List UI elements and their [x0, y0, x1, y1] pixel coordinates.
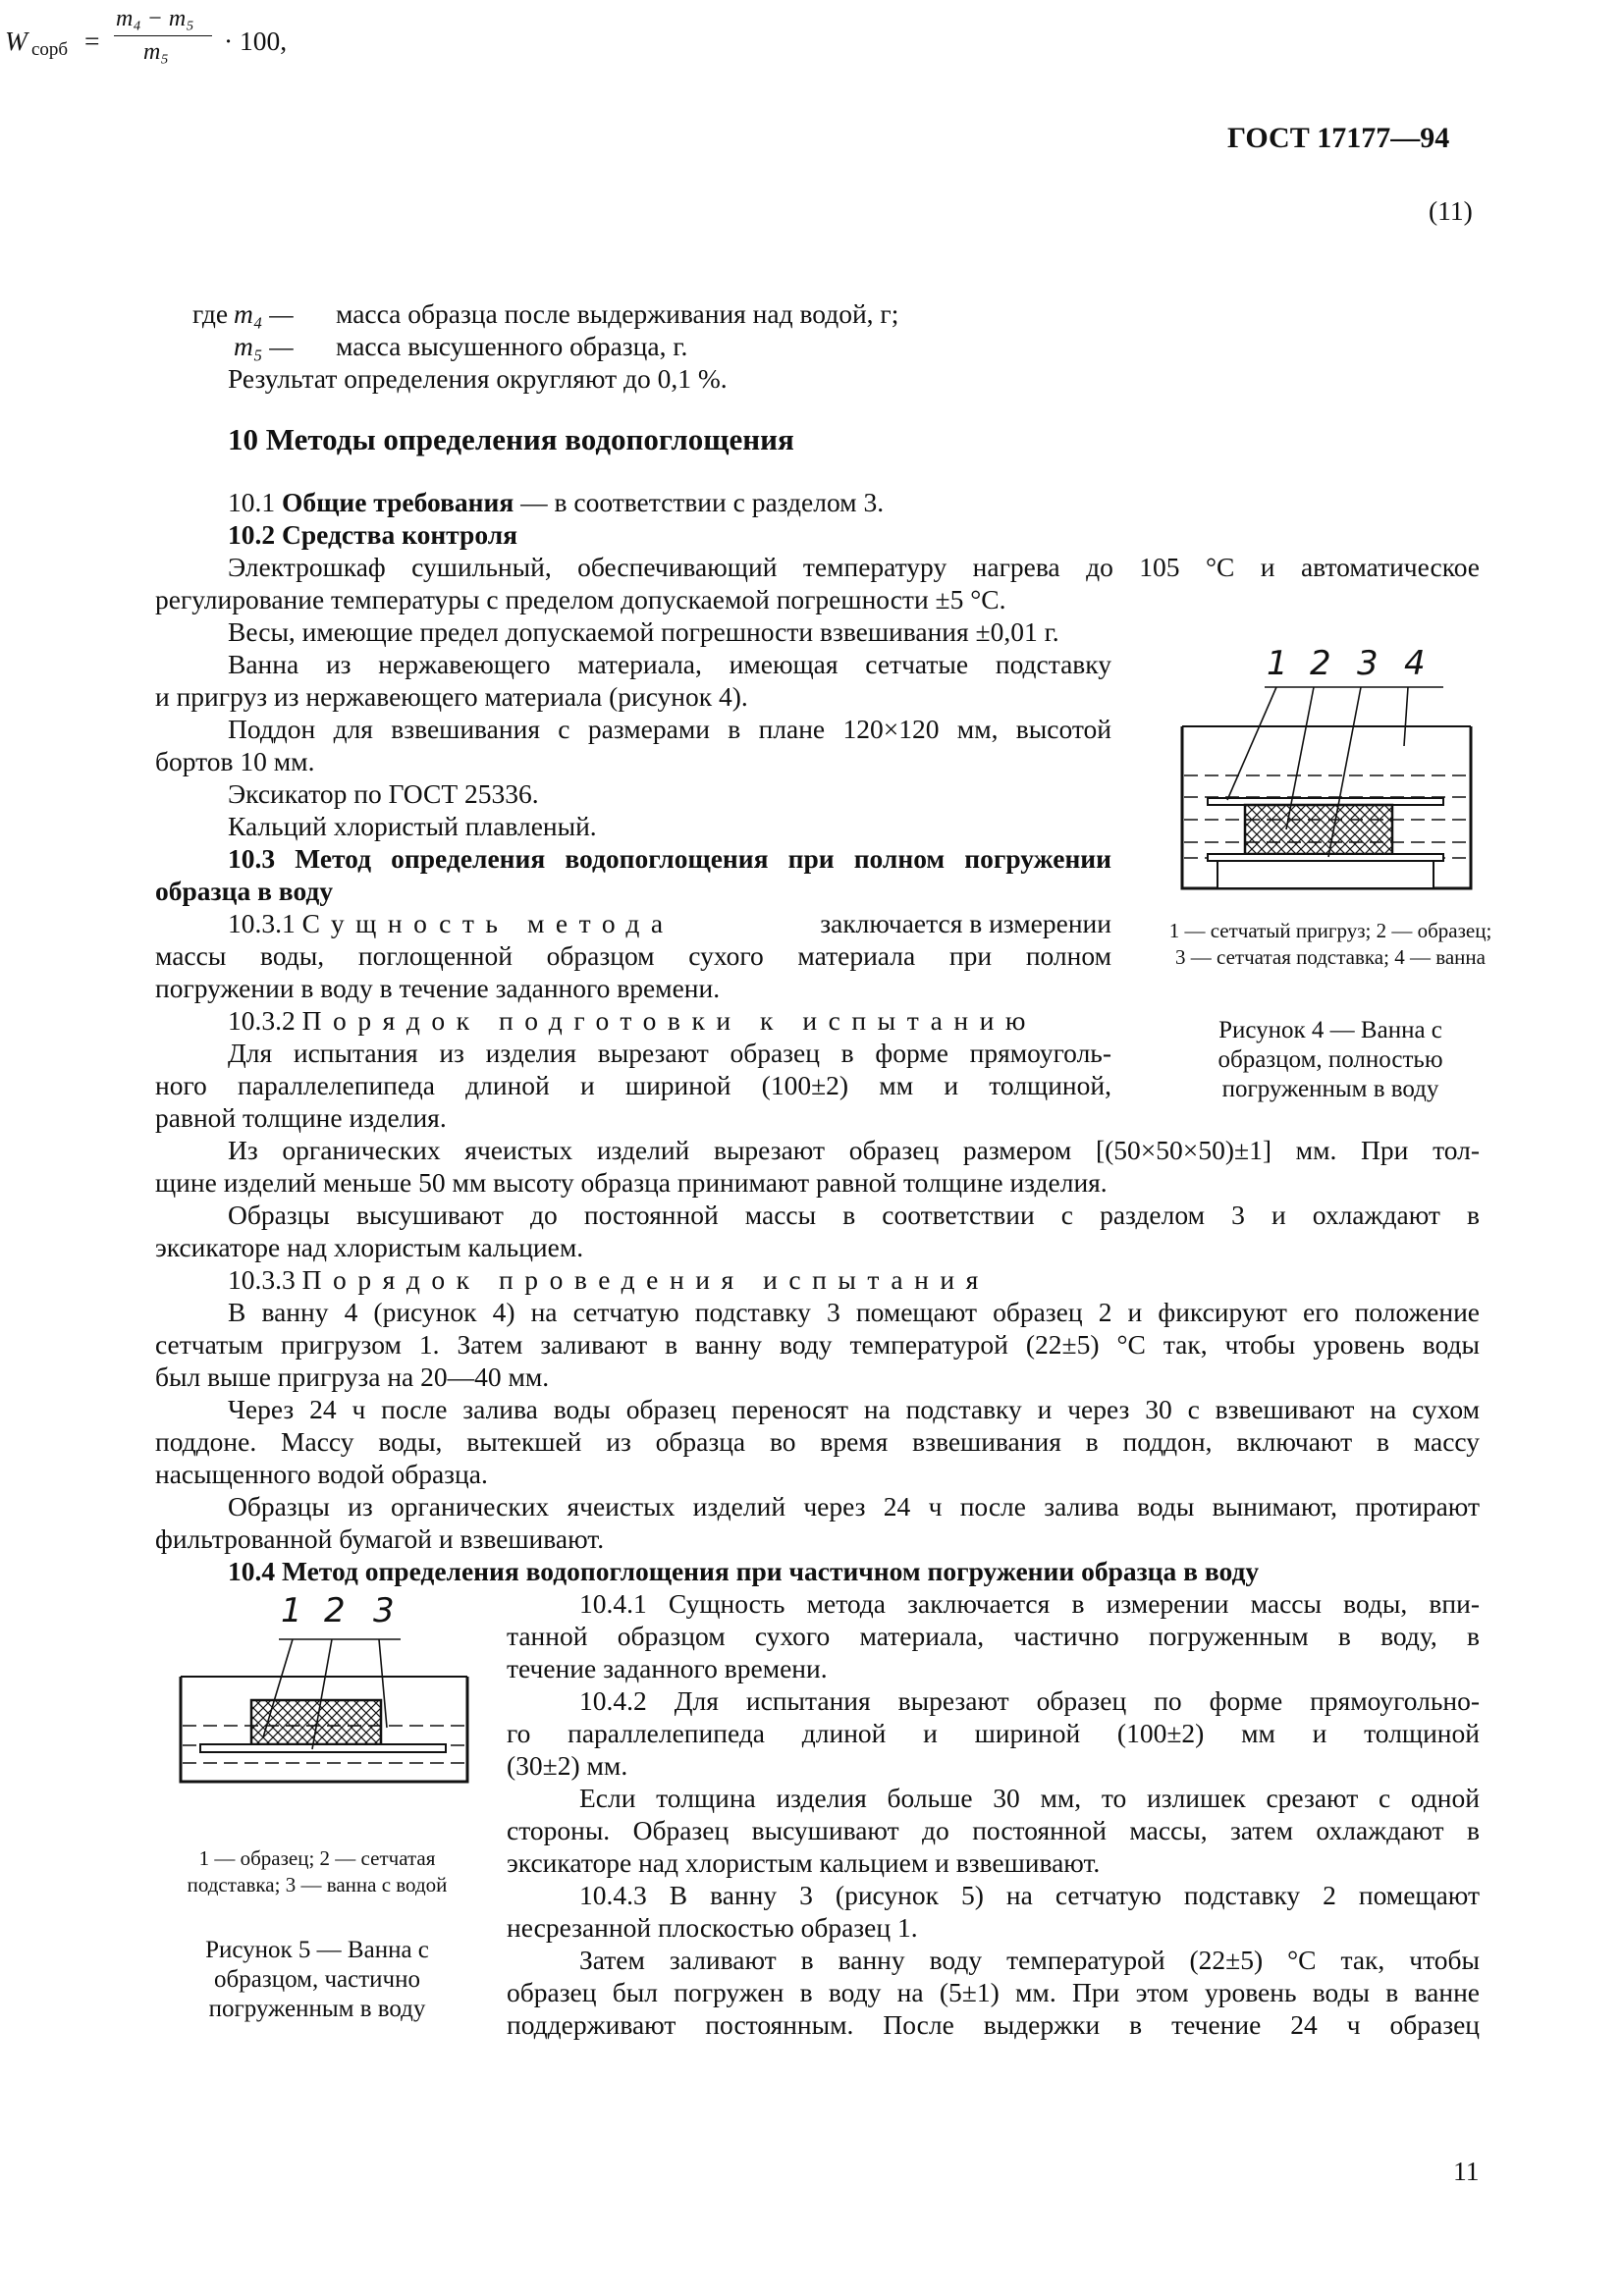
figure-4-label-4: 4 [1404, 644, 1426, 683]
figure-5-drawing [155, 1590, 489, 1787]
where-text-m4: масса образца после выдерживания над водой, г; [336, 298, 899, 329]
paragraph-10-3-2 [228, 1004, 1037, 1037]
text-line: регулирование температуры с пределом допускаемой погрешности ±5 °С. [155, 584, 1006, 614]
figure-5-label-2: 2 [324, 1591, 346, 1630]
formula-lhs: W [5, 26, 27, 56]
paragraph-10-3-3 [228, 1263, 990, 1296]
p10-1-number: 10.1 [228, 487, 276, 517]
p10-3-3-spaced: Порядок проведения испытания [301, 1264, 990, 1295]
text-line: бортов 10 мм. [155, 746, 315, 776]
paragraph-10-3-1 [228, 907, 1111, 939]
text-line: Эксикатор по ГОСТ 25336. [228, 778, 539, 809]
text-line: эксикаторе над хлористым кальцием. [155, 1232, 584, 1262]
formula-rest: · 100, [224, 26, 288, 56]
figure-4-label-2: 2 [1310, 644, 1331, 683]
p10-3-3-number: 10.3.3 [228, 1264, 296, 1295]
text-line: 10.4.1 Сущность метода заключается в измерении массы воды, впи- [579, 1588, 1480, 1619]
text-line: Затем заливают в ванну воду температурой (22±5) °С так, чтобы [579, 1945, 1480, 1975]
page-number: 11 [1453, 2156, 1480, 2186]
text-line: эксикаторе над хлористым кальцием и взвешивают. [507, 1847, 1101, 1878]
formula-lhs-subscript: сорб [31, 39, 69, 60]
figure-5-legend: 1 — образец; 2 — сетчатая подставка; 3 — ванна с водой [187, 1846, 448, 1896]
section-title: 10 Методы определения водопоглощения [228, 422, 794, 456]
text-line: 10.4.2 Для испытания вырезают образец по форме прямоугольно- [579, 1685, 1480, 1716]
text-line: поддоне. Массу воды, вытекшей из образца во время взвешивания в поддон, включают в массу [155, 1426, 1480, 1457]
figure-4-label-1: 1 [1267, 644, 1288, 683]
p10-3-1-rest: заключается в измерении [820, 908, 1111, 938]
figure-5 [155, 1590, 489, 2022]
text-line: ного параллелепипеда длиной и шириной (100±2) мм и толщиной, [155, 1070, 1111, 1100]
text-line: был выше пригруза на 20—40 мм. [155, 1362, 550, 1392]
p10-3-2-number: 10.3.2 [228, 1005, 296, 1036]
p10-1-bold: Общие требования [282, 487, 514, 517]
text-line: Весы, имеющие предел допускаемой погрешности взвешивания ±0,01 г. [228, 616, 1059, 647]
text-line: Ванна из нержавеющего материала, имеющая сетчатые подставку [228, 649, 1111, 679]
figure-4 [1168, 644, 1492, 1119]
text-line: Из органических ячеистых изделий вырезают образец размером [(50×50×50)±1] мм. При тол- [228, 1135, 1480, 1165]
text-line: поддерживают постоянным. После выдержки в течение 24 ч образец [507, 2009, 1480, 2040]
text-line: 10.4.3 В ванну 3 (рисунок 5) на сетчатую подставку 2 помещают [579, 1880, 1480, 1910]
p10-3-2-spaced: Порядок подготовки к испытанию [301, 1005, 1037, 1036]
where-text-m5: масса высушенного образца, г. [336, 331, 688, 361]
text-line: го параллелепипеда длиной и шириной (100±2) мм и толщиной [507, 1718, 1480, 1748]
where-symbol-m5: m₅ — [234, 331, 294, 361]
figure-5-label-3: 3 [373, 1591, 395, 1630]
text-line: Образцы высушивают до постоянной массы в соответствии с разделом 3 и охлаждают в [228, 1200, 1480, 1230]
formula-denominator: m₅ [143, 39, 169, 65]
text-line: Электрошкаф сушильный, обеспечивающий температуру нагрева до 105 °С и автоматическое [228, 552, 1480, 582]
p10-3-1-number: 10.3.1 [228, 908, 296, 938]
text-line: Если толщина изделия больше 30 мм, то излишек срезают с одной [579, 1783, 1480, 1813]
text-line: несрезанной плоскостью образец 1. [507, 1912, 918, 1943]
formula-number: (11) [1429, 195, 1473, 226]
p10-3-1-spaced: Сущность метода [301, 908, 675, 938]
text-line: Для испытания из изделия вырезают образец в форме прямоуголь- [228, 1038, 1111, 1068]
figure-4-legend: 1 — сетчатый пригруз; 2 — образец; 3 — сетчатая подставка; 4 — ванна [1168, 919, 1492, 969]
subsection-title-10-3: 10.3 Метод определения водопоглощения при полном погружении [228, 843, 1111, 874]
formula-numerator: m₄ − m₅ [116, 6, 194, 31]
text-line: Через 24 ч после залива воды образец переносят на подставку и через 30 с взвешивают на сухом [228, 1394, 1480, 1424]
subsection-title-10-4: 10.4 Метод определения водопоглощения при частичном погружении образца в воду [228, 1556, 1260, 1586]
subsection-title-10-3-cont: образца в воду [155, 876, 334, 906]
text-line: Образцы из органических ячеистых изделий через 24 ч после залива воды вынимают, протирают [228, 1491, 1480, 1522]
text-line: насыщенного водой образца. [155, 1459, 488, 1489]
text-line: равной толщине изделия. [155, 1102, 447, 1133]
p10-2-bold: Средства контроля [282, 519, 518, 550]
text-line: образец был погружен в воду на (5±1) мм. При этом уровень воды в ванне [507, 1977, 1480, 2007]
figure-4-drawing [1168, 644, 1492, 903]
text-line: стороны. Образец высушивают до постоянной массы, затем охлаждают в [507, 1815, 1480, 1845]
text-line: течение заданного времени. [507, 1653, 828, 1683]
formula-fraction-bar [114, 35, 212, 36]
figure-4-label-3: 3 [1357, 644, 1379, 683]
formula-equals: = [84, 26, 100, 56]
where-symbol-m4: m₄ — [234, 298, 294, 329]
p10-1-rest: — в соответствии с разделом 3. [520, 487, 885, 517]
where-prefix: где [192, 298, 229, 329]
paragraph-10-2 [228, 518, 517, 551]
text-line: фильтрованной бумагой и взвешивают. [155, 1523, 605, 1554]
text-line: В ванну 4 (рисунок 4) на сетчатую подставку 3 помещают образец 2 и фиксируют его положение [228, 1297, 1480, 1327]
formula-11 [0, 0, 314, 79]
text-line: сетчатым пригрузом 1. Затем заливают в ванну воду температурой (22±5) °С так, чтобы уровень воды [155, 1329, 1480, 1360]
text-line: (30±2) мм. [507, 1750, 628, 1781]
text-line: и пригруз из нержавеющего материала (рисунок 4). [155, 681, 748, 712]
text-line: Поддон для взвешивания с размерами в плане 120×120 мм, высотой [228, 714, 1111, 744]
p10-2-number: 10.2 [228, 519, 276, 550]
text-line: Кальций хлористый плавленый. [228, 811, 597, 841]
figure-5-caption: Рисунок 5 — Ванна с образцом, частично погруженным в воду [205, 1937, 429, 2022]
figure-5-label-1: 1 [281, 1591, 302, 1630]
figure-4-caption: Рисунок 4 — Ванна с образцом, полностью погруженным в воду [1217, 1017, 1443, 1102]
paragraph-10-1 [228, 486, 884, 518]
text-line: массы воды, поглощенной образцом сухого материала при полном [155, 940, 1111, 971]
text-line: погружении в воду в течение заданного времени. [155, 973, 721, 1003]
result-line: Результат определения округляют до 0,1 %. [228, 363, 728, 394]
text-line: щине изделий меньше 50 мм высоту образца принимают равной толщине изделия. [155, 1167, 1108, 1198]
document-header: ГОСТ 17177—94 [1227, 122, 1450, 154]
text-line: танной образцом сухого материала, частично погруженным в воду, в [507, 1621, 1480, 1651]
